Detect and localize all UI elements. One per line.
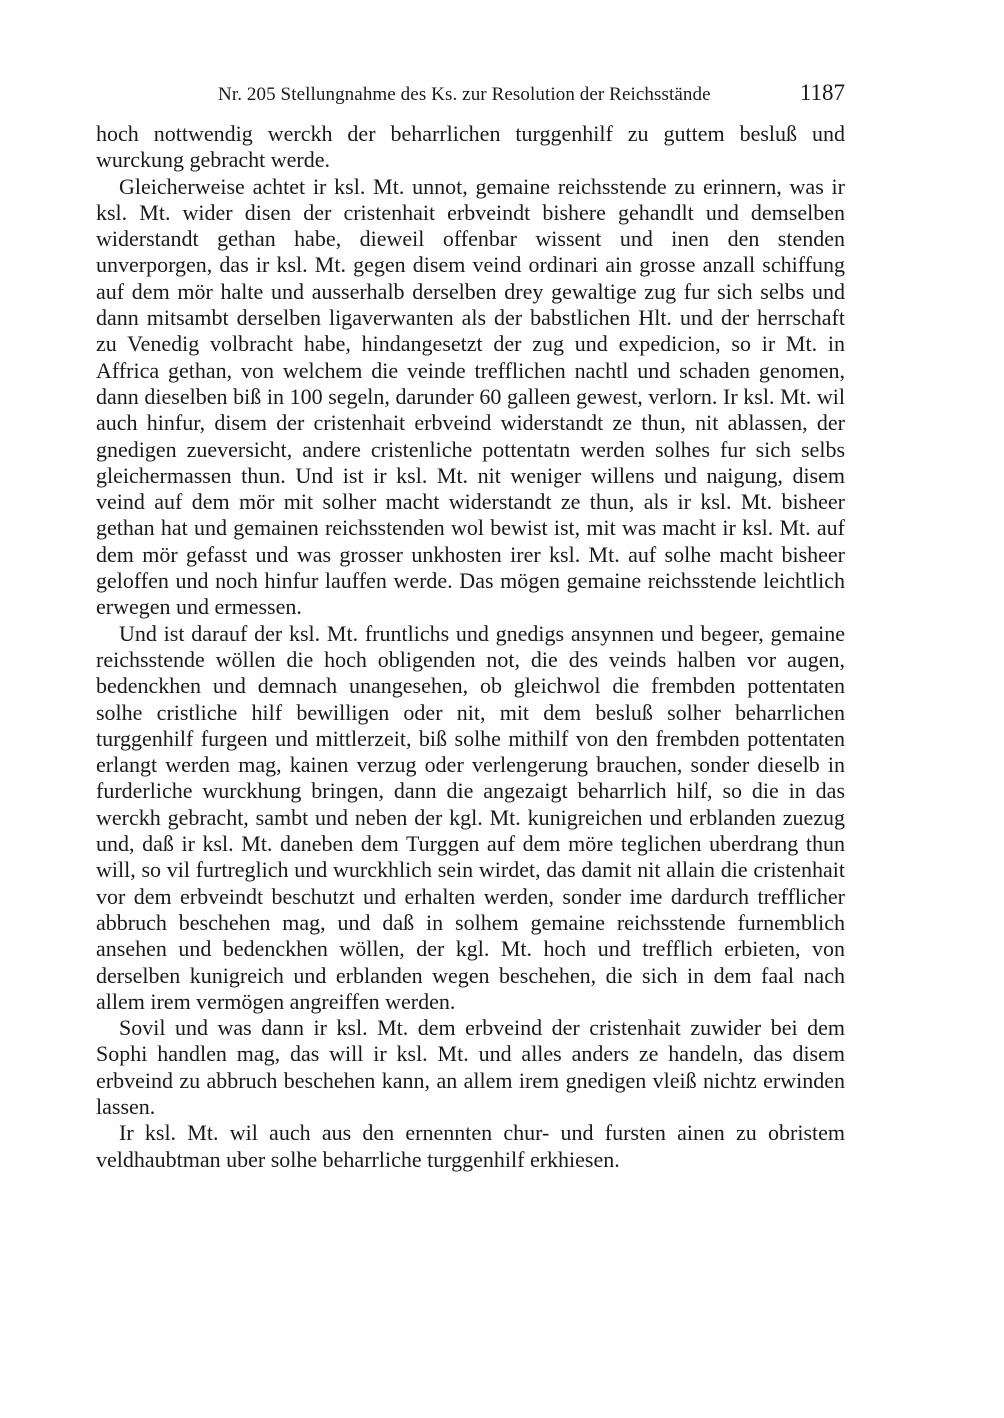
running-header (96, 80, 845, 110)
paragraph-continued: hoch nottwendig werckh der beharrlichen turggenhilf zu guttem besluß und wurckung gebracht werde. (96, 121, 845, 173)
body-text (96, 121, 845, 1173)
running-title: Nr. 205 Stellungnahme des Ks. zur Resolution der Reichsstände (218, 84, 711, 105)
paragraph: Ir ksl. Mt. wil auch aus den ernennten chur- und fursten ainen zu obristem veldhaubtman uber solhe beharrliche turggenhilf erkhiesen. (96, 1120, 845, 1172)
page-number: 1187 (799, 80, 845, 105)
paragraph: Gleicherweise achtet ir ksl. Mt. unnot, gemaine reichsstende zu erinnern, was ir ksl. Mt. wider disen der cristenhait erbveindt bishere gehandlt und demselben widerstandt gethan habe, dieweil offenbar wissent und inen den stenden unverporgen, das ir ksl. Mt. gegen disem veind ordinari ain grosse anzall schiffung auf dem mör halte und ausserhalb derselben drey gewaltige zug fur sich selbs und dann mitsambt derselben ligaverwanten als der babstlichen Hlt. und der herrschaft zu Venedig volbracht habe, hindangesetzt der zug und expedicion, so ir Mt. in Affrica gethan, von welchem die veinde trefflichen nachtl und schaden genomen, dann dieselben biß in 100 segeln, darunder 60 galleen gewest, verlorn. Ir ksl. Mt. wil auch hinfur, disem der cristenhait erbveind widerstandt ze thun, nit ablassen, der gnedigen zueversicht, andere cristenliche pottentatn werden solhes fur sich selbs gleichermassen thun. Und ist ir ksl. Mt. nit weniger willens und naigung, disem veind auf dem mör mit solher macht widerstandt ze thun, als ir ksl. Mt. bisheer gethan hat und gemainen reichsstenden wol bewist ist, mit was macht ir ksl. Mt. auf dem mör gefasst und was grosser unkhosten irer ksl. Mt. auf solhe macht bisheer geloffen und noch hinfur lauffen werde. Das mögen gemaine reichsstende leichtlich erwegen und ermessen. (96, 173, 845, 620)
paragraph: Und ist darauf der ksl. Mt. fruntlichs und gnedigs ansynnen und begeer, gemaine reichsstende wöllen die hoch obligenden not, die des veinds halben vor augen, bedenckhen und demnach unangesehen, ob gleichwol die frembden pottentaten solhe cristliche hilf bewilligen oder nit, mit dem besluß solher beharrlichen turggenhilf furgeen und mittlerzeit, biß solhe mithilf von den frembden pottentaten erlangt werden mag, kainen verzug oder verlengerung brauchen, sonder dieselb in furderliche wurckhung bringen, dann die angezaigt beharrlich hilf, so die in das werckh gebracht, sambt und neben der kgl. Mt. kunigreichen und erblanden zuezug und, daß ir ksl. Mt. daneben dem Turggen auf dem möre teglichen uberdrang thun will, so vil furtreglich und wurckhlich sein wirdet, das damit nit allain die cristenhait vor dem erbveindt beschutzt und erhalten werden, sonder ime dardurch trefflicher abbruch beschehen mag, und daß in solhem gemaine reichsstende furnemblich ansehen und bedenckhen wöllen, der kgl. Mt. hoch und trefflich erbieten, von derselben kunigreich und erblanden wegen beschehen, die sich in dem faal nach allem irem vermögen angreiffen werden. (96, 620, 845, 1014)
paragraph: Sovil und was dann ir ksl. Mt. dem erbveind der cristenhait zuwider bei dem Sophi handlen mag, das will ir ksl. Mt. und alles anders ze handeln, das disem erbveind zu abbruch beschehen kann, an allem irem gnedigen vleiß nichtz erwinden lassen. (96, 1015, 845, 1119)
